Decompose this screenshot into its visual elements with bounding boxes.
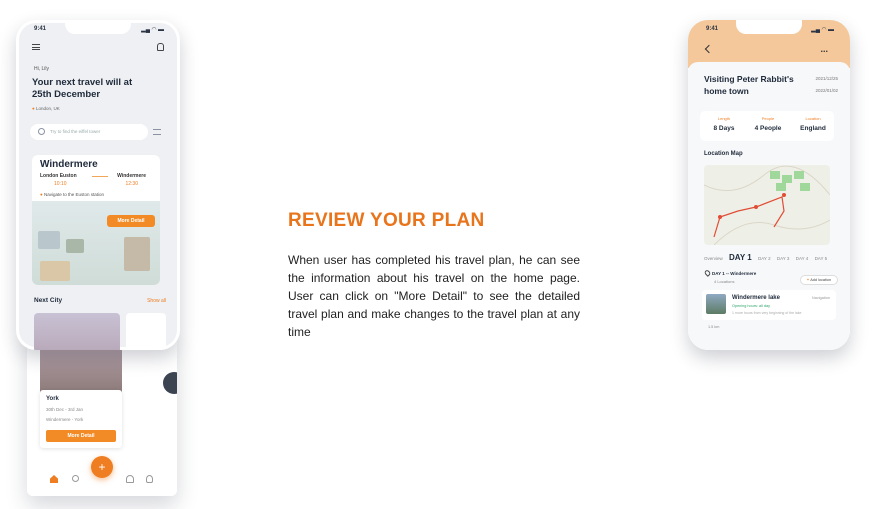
place-name: Windermere lake <box>732 295 780 301</box>
illustration-tree <box>66 239 84 253</box>
trip-navigate-text: Navigate to the Euston station <box>43 192 105 197</box>
day1-title: DAY 1 -- Windermere <box>712 271 757 276</box>
profile-icon[interactable] <box>146 475 153 483</box>
current-location <box>32 106 60 111</box>
more-options-icon[interactable]: ... <box>820 44 828 54</box>
section-title: REVIEW YOUR PLAN <box>288 210 485 231</box>
illustration-building <box>124 237 150 271</box>
york-more-detail-button[interactable]: More Detail <box>46 430 116 442</box>
trip-navigate-link[interactable] <box>40 192 104 197</box>
menu-icon[interactable] <box>32 44 40 50</box>
phone-left-continuation <box>27 338 177 496</box>
show-all-link[interactable]: Show all <box>147 298 166 304</box>
search-placeholder: Try to find the eiffel tower <box>50 129 101 134</box>
filter-icon[interactable] <box>153 129 161 135</box>
search-icon <box>38 128 45 135</box>
phone-notch <box>736 20 802 34</box>
map-route-svg <box>704 165 830 245</box>
status-icons: ▂▄ ◠ ▬ <box>811 27 834 33</box>
stat-location <box>794 116 832 132</box>
stat-people-label: People <box>761 116 775 121</box>
tab-day-1[interactable]: DAY 1 <box>729 253 752 262</box>
next-city-card-partial[interactable] <box>133 338 177 450</box>
search-tab-icon[interactable] <box>72 475 79 482</box>
tab-day-4[interactable]: DAY 4 <box>795 256 809 261</box>
plan-title: Visiting Peter Rabbit's home town <box>704 74 794 96</box>
trip-depart-time: 10:10 <box>54 181 67 187</box>
trip-route-line <box>92 176 108 177</box>
next-city-image-2[interactable] <box>126 313 166 350</box>
location-map[interactable] <box>704 165 830 245</box>
illustration-ground <box>40 261 70 281</box>
bell-icon[interactable] <box>157 43 164 51</box>
stat-location-label: Location <box>805 116 821 121</box>
next-travel-headline: Your next travel will at 25th December <box>32 77 133 100</box>
stat-length-value: 8 Days <box>713 125 735 132</box>
stat-length <box>706 116 742 132</box>
navigate-pin-icon: ● <box>40 192 44 197</box>
tab-day-2[interactable]: DAY 2 <box>757 256 771 261</box>
next-city-heading: Next City <box>34 297 63 304</box>
york-title: York <box>46 396 59 402</box>
phone-plan-detail-screen <box>688 20 850 350</box>
trips-icon[interactable] <box>126 475 134 483</box>
tab-overview[interactable]: Overview <box>704 256 723 261</box>
plan-date-end: 2022/01/02 <box>815 88 838 93</box>
stat-people-value: 4 People <box>754 125 782 132</box>
illustration-house <box>38 231 60 249</box>
place-opening-hours: Opening hours: all day <box>732 304 770 308</box>
trip-illustration <box>32 201 160 285</box>
location-pin-icon: ● <box>32 106 36 111</box>
stat-location-value: England <box>800 125 826 132</box>
add-plan-button[interactable]: + <box>91 456 113 478</box>
phone-notch <box>65 20 131 34</box>
status-time: 9:41 <box>706 26 719 32</box>
location-text: London, UK <box>35 106 60 111</box>
trip-more-detail-button[interactable]: More Detail <box>107 215 155 227</box>
trip-arrive-time: 12:30 <box>125 181 138 187</box>
day-tabs <box>704 253 832 262</box>
tab-day-5[interactable]: DAY 5 <box>814 256 828 261</box>
add-location-label: Add location <box>810 278 832 282</box>
plus-icon: + <box>806 278 811 282</box>
day1-location-count: 4 Locations <box>714 279 735 284</box>
trip-to: Windermere <box>117 173 146 179</box>
place-description: 1 more hours from very beginning of the lake <box>732 311 802 315</box>
tab-day-3[interactable]: DAY 3 <box>776 256 790 261</box>
section-description: When user has completed his travel plan, he can see the information about his travel on the home page. User can click on "More Detail" to see the detailed travel plan and make changes to the travel plan at any time <box>288 253 580 339</box>
plan-date-start: 2021/12/25 <box>815 76 838 81</box>
upcoming-trip-card[interactable] <box>32 155 160 285</box>
place-thumbnail <box>706 294 726 314</box>
trip-title: Windermere <box>40 159 98 170</box>
york-dates: 30th Dec - 3rd Jan <box>46 407 84 412</box>
status-icons: ▂▄ ◠ ▬ <box>141 27 164 33</box>
phone-home-screen <box>16 20 180 350</box>
search-input[interactable] <box>30 124 148 140</box>
add-location-button[interactable] <box>800 275 838 285</box>
greeting: Hi, Lily <box>34 66 50 72</box>
place-card[interactable] <box>702 290 836 320</box>
status-time: 9:41 <box>34 26 47 32</box>
location-map-heading: Location Map <box>704 151 743 157</box>
place-distance: 1.5 km <box>708 325 720 329</box>
york-card[interactable] <box>40 390 122 448</box>
york-route: Windermere - York <box>46 417 84 422</box>
next-city-image[interactable] <box>34 313 120 350</box>
stat-people <box>748 116 788 132</box>
place-navigation-link[interactable]: Navigation <box>812 296 830 300</box>
trip-from: London Euston <box>40 173 77 179</box>
plan-stats-card <box>700 111 834 141</box>
stat-length-label: Length <box>717 116 731 121</box>
